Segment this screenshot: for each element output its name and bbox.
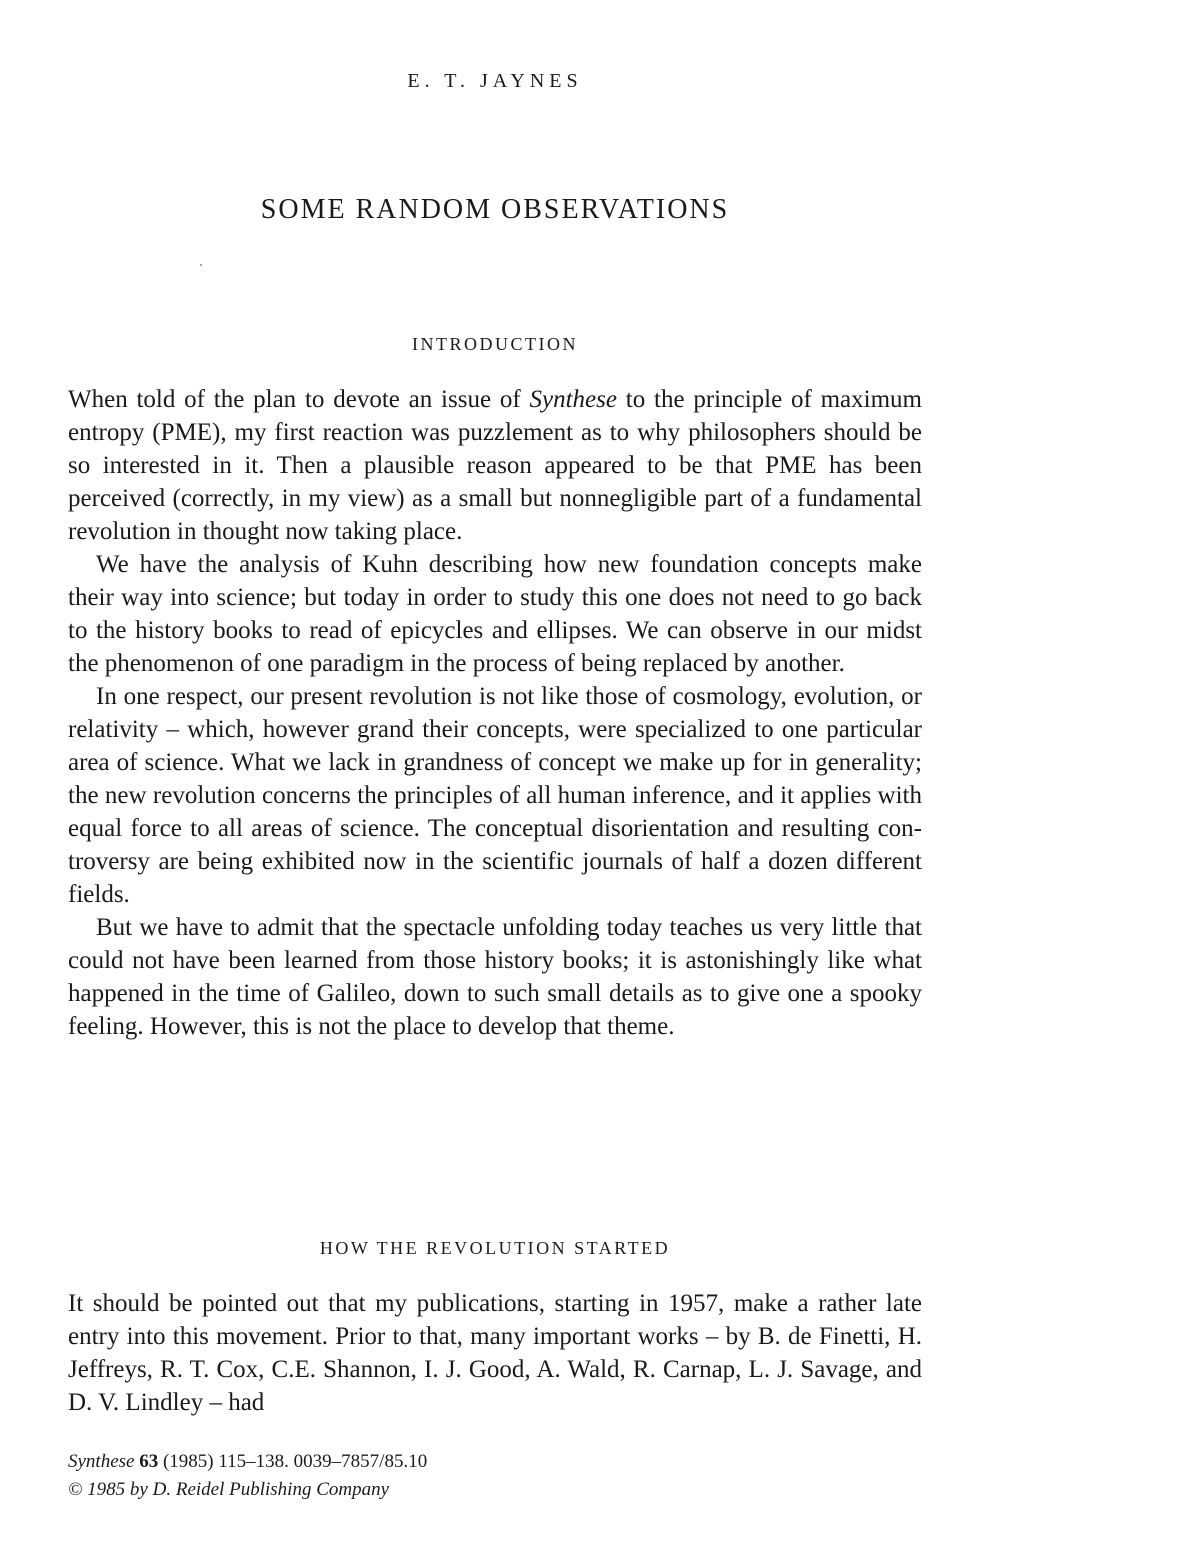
stray-mark: [200, 264, 202, 266]
paragraph: In one respect, our present revolution is not like those of cosmology, evolution, or relativity – which, however grand their concepts, were specialized to one particular area of science. What we lack in grandness of concept we make up for in generality; the new revolution concerns the principles of all human inference, and it applies with equal force to all areas of science. The conceptual disorientation and resulting controversy are being exhibited now in the scientific journals of half a dozen different fields.: [68, 683, 922, 908]
page: [68, 0, 922, 1553]
footer-journal: Synthese: [68, 1451, 135, 1472]
footer-citation: (1985) 115–138. 0039–7857/85.10: [158, 1451, 428, 1472]
journal-name: Synthese: [529, 386, 617, 413]
paragraph: We have the analysis of Kuhn describing how new foundation concepts make their way into science; but today in order to study this one does not need to go back to the history books to read of epicycles and ellipses. We can observe in our midst the phenomenon of one paradigm in the process of being replaced by another.: [68, 551, 922, 677]
section-heading-introduction: INTRODUCTION: [412, 334, 578, 354]
paragraph-text: When told of the plan to devote an issue of: [68, 386, 530, 413]
introduction-body: [68, 383, 922, 1043]
revolution-body: [68, 1287, 922, 1419]
citation-line: [68, 1448, 922, 1476]
publication-footer: [68, 1448, 922, 1504]
article-title: SOME RANDOM OBSERVATIONS: [260, 194, 730, 225]
copyright-line: © 1985 by D. Reidel Publishing Company: [68, 1479, 390, 1500]
paragraph: But we have to admit that the spectacle unfolding today teaches us very little that could not have been learned from those history books; it is astonishingly like what happened in the time of Galileo, down to such small details as to give one a spooky feeling. However, this is not the place to develop that theme.: [68, 914, 922, 1040]
author-name: E. T. JAYNES: [407, 70, 583, 92]
paragraph: It should be pointed out that my publications, starting in 1957, make a rather late entry into this movement. Prior to that, many important works – by B. de Finetti, H. Jeffreys, R. T. Cox, C.E. Shannon, I. J. Good, A. Wald, R. Carnap, L. J. Savage, and D. V. Lindley – had: [68, 1290, 922, 1416]
paragraph-text: to the principle of maximum entropy (PME), my first reaction was puzzlement as to why philosophers should be so interested in it. Then a plausible reason appeared to be that PME has been perceived (correctly, in my view) as a small but nonnegligible part of a fundamental revolution in thought now taking place.: [68, 386, 922, 545]
footer-volume: 63: [139, 1451, 159, 1472]
paragraph: [68, 383, 922, 548]
section-heading-revolution: HOW THE REVOLUTION STARTED: [319, 1238, 671, 1258]
